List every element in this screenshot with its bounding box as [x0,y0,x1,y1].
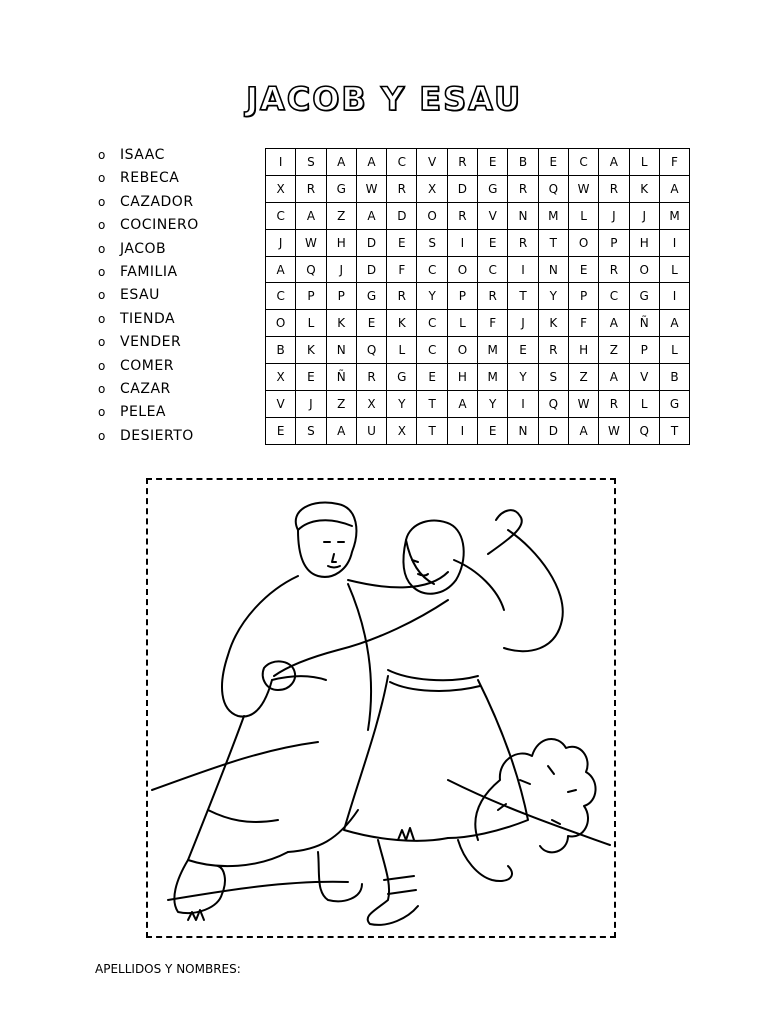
grid-cell: O [447,337,477,364]
grid-cell: G [659,391,689,418]
grid-cell: R [447,149,477,176]
grid-cell: F [478,310,508,337]
word-label: ISAAC [120,147,165,163]
word-list-item [98,355,199,378]
bullet-marker: o [98,358,106,373]
grid-cell: A [599,364,629,391]
grid-cell: I [447,229,477,256]
grid-cell: F [659,149,689,176]
word-label: DESIERTO [120,427,194,444]
grid-cell: F [387,256,417,283]
grid-cell: G [356,283,386,310]
grid-cell: Y [478,391,508,418]
grid-cell: F [568,310,598,337]
word-label: FAMILIA [120,263,178,280]
word-label: REBECA [120,170,180,187]
grid-cell: X [356,391,386,418]
grid-cell: Y [538,283,568,310]
grid-cell: W [356,175,386,202]
grid-cell: Q [629,417,659,444]
grid-cell: K [387,310,417,337]
grid-cell: E [478,417,508,444]
grid-cell: S [296,417,326,444]
grid-cell: N [326,337,356,364]
bullet-marker: o [98,264,106,279]
grid-cell: Z [568,364,598,391]
grid-cell: T [417,417,447,444]
grid-cell: J [266,229,296,256]
grid-cell: A [296,202,326,229]
grid-cell: M [478,364,508,391]
grid-cell: L [387,337,417,364]
grid-cell: E [417,364,447,391]
grid-cell: P [447,283,477,310]
grid-cell: I [508,256,538,283]
grid-cell: I [447,417,477,444]
bullet-marker: o [98,148,106,162]
grid-cell: L [568,202,598,229]
grid-cell: P [326,283,356,310]
grid-cell: C [417,337,447,364]
grid-cell: C [568,149,598,176]
grid-cell: Y [508,364,538,391]
grid-cell: Q [296,256,326,283]
grid-cell: L [659,256,689,283]
bullet-marker: o [98,428,106,443]
word-search-grid [265,148,690,445]
grid-cell: A [356,149,386,176]
word-label: COCINERO [120,217,199,234]
grid-cell: V [266,391,296,418]
grid-cell: D [447,175,477,202]
grid-cell: C [387,149,417,176]
grid-cell: S [296,149,326,176]
grid-cell: W [599,417,629,444]
grid-cell: H [447,364,477,391]
grid-cell: W [568,391,598,418]
grid-cell: X [387,417,417,444]
grid-cell: N [508,202,538,229]
grid-cell: V [478,202,508,229]
word-list-item [98,191,199,214]
grid-cell: K [296,337,326,364]
grid-cell: K [629,175,659,202]
grid-cell: L [447,310,477,337]
grid-cell: O [266,310,296,337]
grid-cell: O [447,256,477,283]
word-list-item [98,261,199,284]
bullet-marker: o [98,241,106,256]
word-list-item [98,238,199,261]
grid-cell: L [629,149,659,176]
grid-cell: C [417,256,447,283]
grid-cell: A [326,417,356,444]
grid-cell: Z [599,337,629,364]
grid-cell: R [538,337,568,364]
grid-cell: Z [326,391,356,418]
grid-cell: A [447,391,477,418]
grid-cell: A [659,175,689,202]
grid-cell: B [266,337,296,364]
word-list-item [98,167,199,190]
grid-row [266,364,690,391]
grid-cell: Y [387,391,417,418]
grid-cell: X [266,364,296,391]
grid-cell: I [659,283,689,310]
grid-cell: T [508,283,538,310]
grid-cell: R [296,175,326,202]
grid-cell: R [508,229,538,256]
grid-cell: I [659,229,689,256]
grid-cell: E [266,417,296,444]
grid-cell: Y [417,283,447,310]
grid-row [266,175,690,202]
grid-row [266,391,690,418]
grid-cell: S [417,229,447,256]
grid-cell: G [629,283,659,310]
grid-row [266,202,690,229]
grid-cell: M [478,337,508,364]
grid-cell: P [599,229,629,256]
grid-cell: J [326,256,356,283]
grid-cell: C [266,283,296,310]
word-list-item [98,401,199,424]
grid-cell: T [538,229,568,256]
grid-cell: A [356,202,386,229]
grid-cell: H [326,229,356,256]
bullet-marker: o [98,405,106,420]
word-list-item [98,284,199,307]
grid-cell: C [266,202,296,229]
grid-cell: R [387,175,417,202]
word-list-item [98,331,199,354]
grid-cell: R [447,202,477,229]
grid-cell: R [599,256,629,283]
grid-cell: D [538,417,568,444]
grid-cell: L [629,391,659,418]
bullet-marker: o [98,218,106,233]
word-label: JACOB [120,240,167,257]
grid-row [266,149,690,176]
grid-cell: Ñ [629,310,659,337]
grid-row [266,283,690,310]
word-list-item [98,144,199,167]
bullet-marker: o [98,288,106,303]
grid-cell: W [568,175,598,202]
grid-cell: O [417,202,447,229]
grid-cell: Ñ [326,364,356,391]
grid-cell: M [659,202,689,229]
grid-cell: C [417,310,447,337]
word-label: COMER [120,357,174,374]
grid-row [266,337,690,364]
grid-cell: A [599,149,629,176]
bullet-marker: o [98,335,106,350]
grid-cell: E [387,229,417,256]
grid-cell: R [356,364,386,391]
grid-cell: I [266,149,296,176]
grid-cell: O [629,256,659,283]
grid-cell: W [296,229,326,256]
grid-cell: R [599,391,629,418]
grid-cell: K [326,310,356,337]
grid-cell: N [538,256,568,283]
grid-cell: D [356,229,386,256]
grid-cell: J [508,310,538,337]
grid-cell: C [599,283,629,310]
grid-cell: Q [538,175,568,202]
grid-cell: J [296,391,326,418]
grid-cell: K [538,310,568,337]
grid-row [266,417,690,444]
word-label: ESAU [120,287,160,304]
grid-cell: A [326,149,356,176]
grid-cell: V [629,364,659,391]
word-list-item [98,378,199,401]
grid-cell: Q [538,391,568,418]
grid-cell: I [508,391,538,418]
wrestling-men-icon [148,480,614,936]
word-label: CAZADOR [120,193,194,210]
word-label: PELEA [120,404,167,421]
grid-cell: C [478,256,508,283]
grid-cell: P [568,283,598,310]
grid-cell: E [296,364,326,391]
grid-cell: V [417,149,447,176]
grid-cell: O [568,229,598,256]
grid-cell: E [478,149,508,176]
page-title: JACOB Y ESAU [246,80,522,118]
grid-cell: J [629,202,659,229]
grid-cell: H [629,229,659,256]
grid-cell: D [387,202,417,229]
grid-row [266,256,690,283]
grid-cell: E [568,256,598,283]
grid-cell: Q [356,337,386,364]
grid-cell: D [356,256,386,283]
grid-cell: B [659,364,689,391]
grid-cell: E [478,229,508,256]
grid-cell: A [659,310,689,337]
bullet-marker: o [98,311,106,326]
grid-cell: E [356,310,386,337]
word-list-item [98,308,199,331]
grid-cell: U [356,417,386,444]
grid-cell: R [387,283,417,310]
grid-cell: P [629,337,659,364]
grid-cell: R [478,283,508,310]
grid-cell: E [538,149,568,176]
student-name-label: APELLIDOS Y NOMBRES: [95,962,241,976]
grid-cell: M [538,202,568,229]
grid-cell: T [659,417,689,444]
grid-cell: T [417,391,447,418]
grid-cell: X [266,175,296,202]
grid-cell: N [508,417,538,444]
bullet-marker: o [98,381,106,396]
word-list-item [98,214,199,237]
grid-cell: A [266,256,296,283]
grid-cell: R [508,175,538,202]
grid-cell: G [326,175,356,202]
grid-cell: G [387,364,417,391]
grid-cell: X [417,175,447,202]
grid-cell: A [599,310,629,337]
word-label: TIENDA [120,310,176,327]
grid-cell: L [659,337,689,364]
grid-row [266,229,690,256]
grid-cell: L [296,310,326,337]
coloring-illustration-frame [146,478,616,938]
grid-cell: A [568,417,598,444]
grid-cell: G [478,175,508,202]
grid-cell: P [296,283,326,310]
bullet-marker: o [98,171,106,186]
word-list [98,144,199,448]
grid-cell: R [599,175,629,202]
bullet-marker: o [98,194,106,209]
grid-cell: H [568,337,598,364]
word-label: CAZAR [120,380,171,397]
word-label: VENDER [120,334,182,351]
grid-cell: J [599,202,629,229]
grid-cell: E [508,337,538,364]
grid-cell: S [538,364,568,391]
word-list-item [98,425,199,448]
grid-cell: B [508,149,538,176]
grid-row [266,310,690,337]
grid-cell: Z [326,202,356,229]
